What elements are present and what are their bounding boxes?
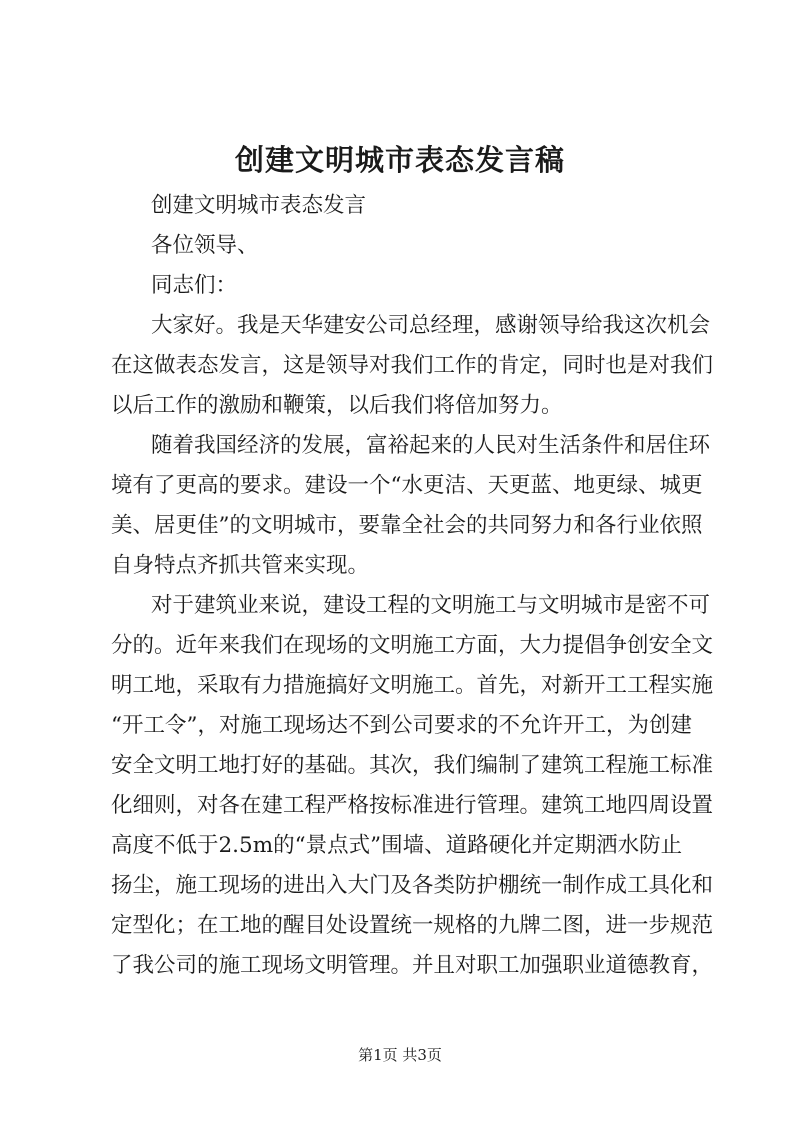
body-line: 定型化；在工地的醒目处设置统一规格的九牌二图，进一步规范 xyxy=(111,913,714,938)
document-body xyxy=(111,186,714,986)
body-line: 分的。近年来我们在现场的文明施工方面，大力提倡争创安全文 xyxy=(111,633,714,658)
body-line: 各位领导、 xyxy=(151,233,259,258)
body-line: 高度不低于2.5m的“景点式”围墙、道路硬化并定期洒水防止 xyxy=(111,833,683,858)
body-line: 自身特点齐抓共管来实现。 xyxy=(111,553,370,578)
body-line: 在这做表态发言，这是领导对我们工作的肯定，同时也是对我们 xyxy=(111,353,714,378)
body-line: 创建文明城市表态发言 xyxy=(151,193,367,218)
body-line: 安全文明工地打好的基础。其次，我们编制了建筑工程施工标准 xyxy=(111,753,714,778)
body-line: 化细则，对各在建工程严格按标准进行管理。建筑工地四周设置 xyxy=(111,793,714,818)
body-line: 明工地，采取有力措施搞好文明施工。首先，对新开工工程实施 xyxy=(111,673,714,698)
body-line: 以后工作的激励和鞭策，以后我们将倍加努力。 xyxy=(111,393,563,418)
body-line: 随着我国经济的发展，富裕起来的人民对生活条件和居住环 xyxy=(151,433,711,458)
body-line: 美、居更佳”的文明城市，要靠全社会的共同努力和各行业依照 xyxy=(111,513,703,538)
body-line: 境有了更高的要求。建设一个“水更洁、天更蓝、地更绿、城更 xyxy=(111,473,703,498)
body-line: “开工令”，对施工现场达不到公司要求的不允许开工，为创建 xyxy=(111,713,692,738)
document-title: 创建文明城市表态发言稿 xyxy=(234,143,565,177)
body-line: 大家好。我是天华建安公司总经理，感谢领导给我这次机会 xyxy=(151,313,711,338)
body-line: 对于建筑业来说，建设工程的文明施工与文明城市是密不可 xyxy=(151,593,711,618)
page-footer: 第1页 共3页 xyxy=(358,1046,442,1064)
body-line: 同志们： xyxy=(151,273,238,298)
body-line: 扬尘，施工现场的进出入大门及各类防护棚统一制作成工具化和 xyxy=(111,873,714,898)
body-line: 了我公司的施工现场文明管理。并且对职工加强职业道德教育， xyxy=(111,953,714,978)
